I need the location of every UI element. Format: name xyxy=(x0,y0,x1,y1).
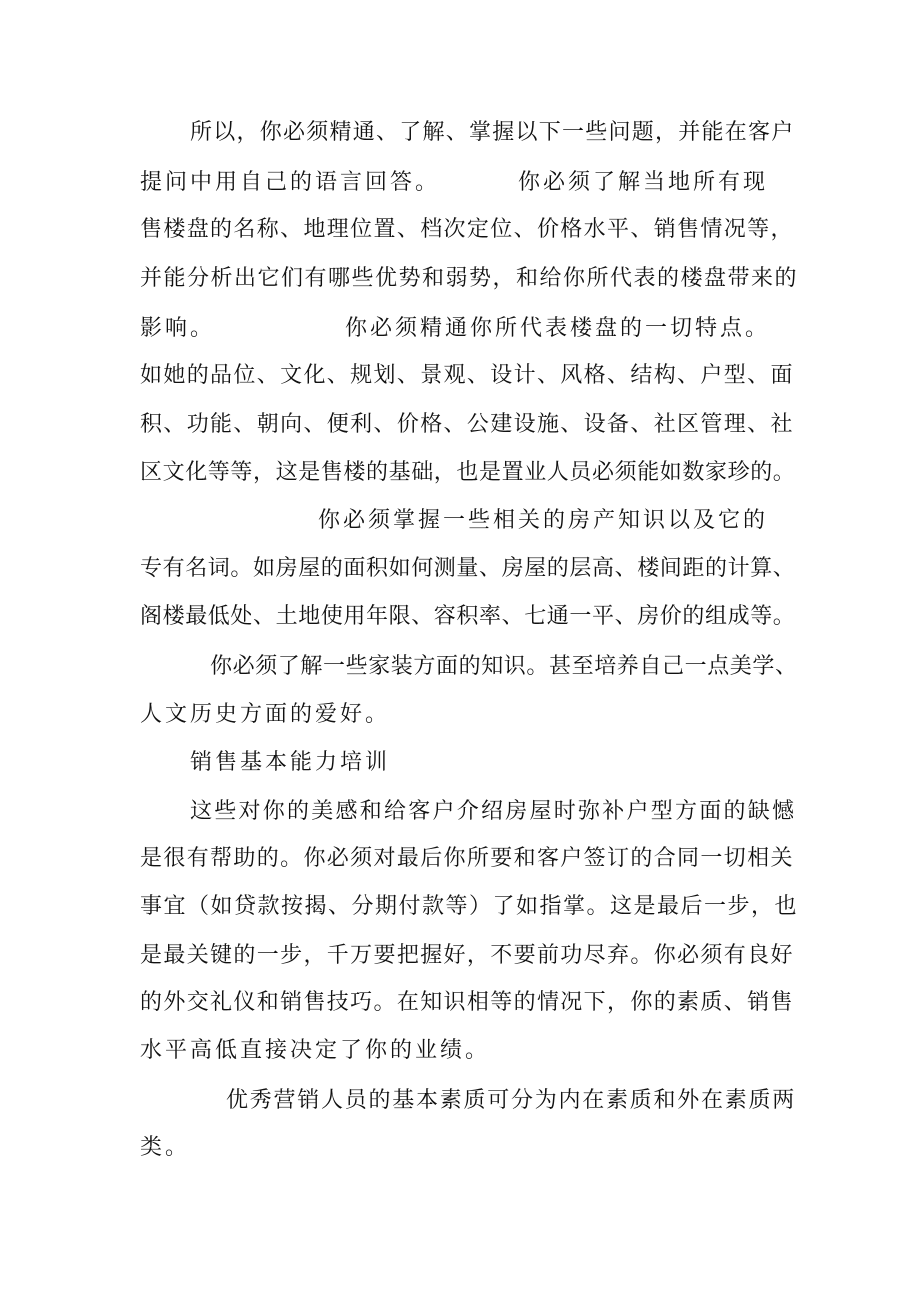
paragraph-line: 影响。 xyxy=(140,316,216,341)
paragraph-line: 的外交礼仪和销售技巧。在知识相等的情况下，你的素质、销售 xyxy=(140,990,794,1015)
paragraph-line: 所以，你必须精通、了解、掌握以下一些问题，并能在客户 xyxy=(190,120,795,145)
paragraph-line: 你必须了解当地所有现 xyxy=(518,170,769,195)
section-heading: 销售基本能力培训 xyxy=(190,750,391,775)
paragraph-line: 你必须掌握一些相关的房产知识以及它的 xyxy=(318,508,769,533)
paragraph-line: 你必须精通你所代表楼盘的一切特点。 xyxy=(345,316,771,341)
paragraph-line: 区文化等等，这是售楼的基础，也是置业人员必须能如数家珍的。 xyxy=(140,460,796,485)
paragraph-line: 积、功能、朝向、便利、价格、公建设施、设备、社区管理、社 xyxy=(140,412,794,437)
paragraph-line: 人文历史方面的爱好。 xyxy=(140,702,391,727)
paragraph-line: 类。 xyxy=(140,1135,191,1160)
paragraph-line: 水平高低直接决定了你的业绩。 xyxy=(140,1038,491,1063)
paragraph-line: 阁楼最低处、土地使用年限、容积率、七通一平、房价的组成等。 xyxy=(140,604,796,629)
paragraph-line: 售楼盘的名称、地理位置、档次定位、价格水平、销售情况等， xyxy=(140,217,794,242)
paragraph-line: 你必须了解一些家装方面的知识。甚至培养自己一点美学、 xyxy=(210,654,798,679)
paragraph-line: 优秀营销人员的基本素质可分为内在素质和外在素质两 xyxy=(226,1088,797,1113)
paragraph-line: 是最关键的一步，千万要把握好，不要前功尽弃。你必须有良好 xyxy=(140,943,794,968)
paragraph-line: 事宜（如贷款按揭、分期付款等）了如指掌。这是最后一步，也 xyxy=(140,894,799,919)
paragraph-line: 如她的品位、文化、规划、景观、设计、风格、结构、户型、面 xyxy=(140,363,794,388)
paragraph-line: 是很有帮助的。你必须对最后你所要和客户签订的合同一切相关 xyxy=(140,846,794,871)
paragraph-line: 提问中用自己的语言回答。 xyxy=(140,170,441,195)
paragraph-line: 并能分析出它们有哪些优势和弱势，和给你所代表的楼盘带来的 xyxy=(140,266,799,291)
paragraph-line: 专有名词。如房屋的面积如何测量、房屋的层高、楼间距的计算、 xyxy=(140,556,796,581)
paragraph-line: 这些对你的美感和给客户介绍房屋时弥补户型方面的缺憾 xyxy=(190,799,797,824)
